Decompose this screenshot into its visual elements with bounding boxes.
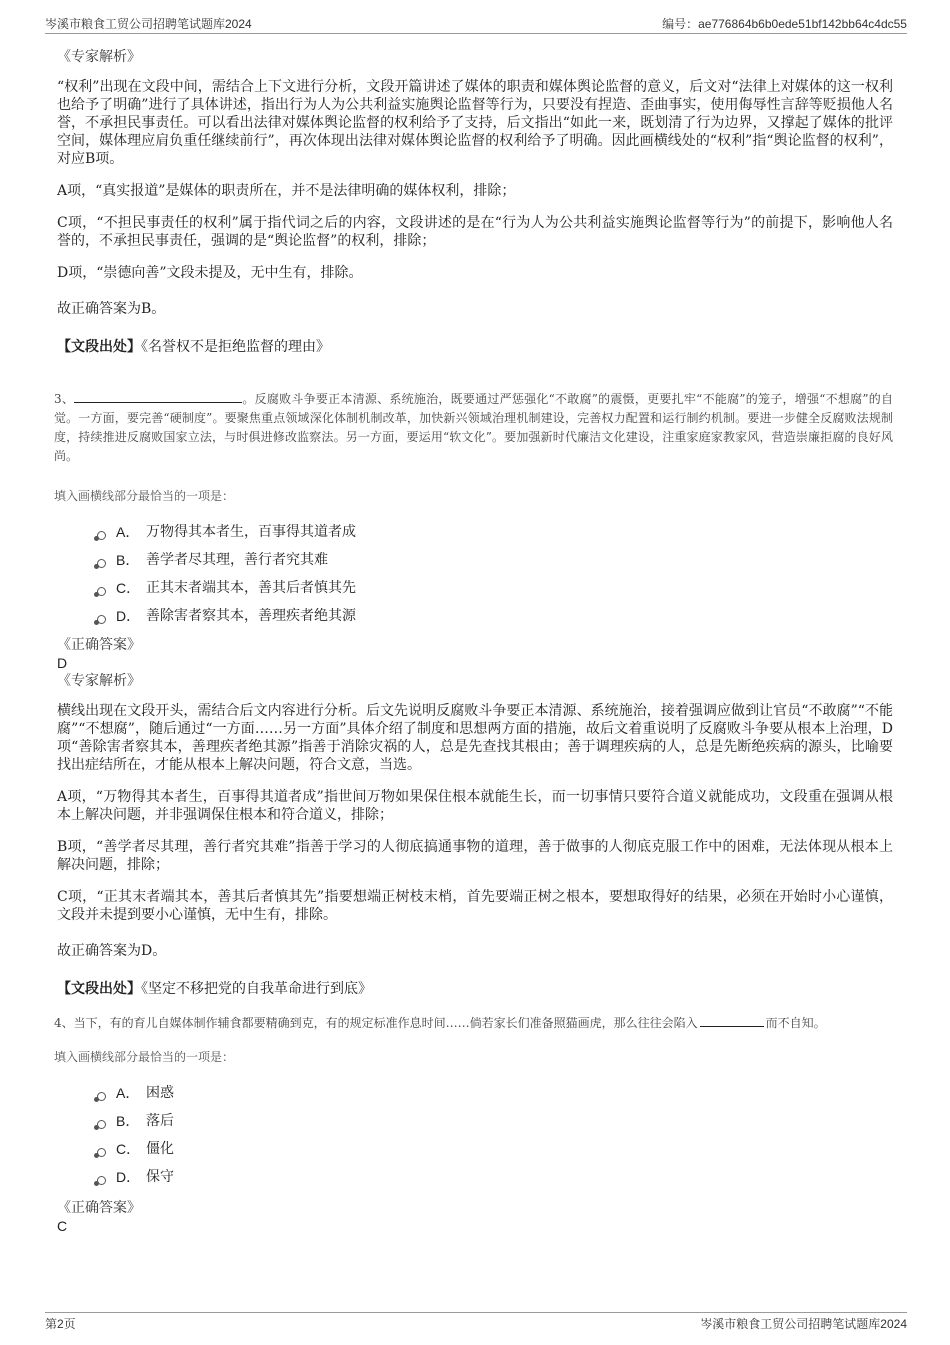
question-number: 4、: [54, 1016, 74, 1030]
radio-icon[interactable]: [97, 1120, 106, 1129]
option-text: 万物得其本者生，百事得其道者成: [146, 524, 356, 540]
radio-icon[interactable]: [97, 615, 106, 624]
option-text: 正其末者端其本，善其后者慎其先: [146, 580, 356, 596]
question-number: 3、: [54, 392, 75, 406]
source-tag: 【文段出处】: [57, 339, 141, 355]
question-prompt: 填入画横线部分最恰当的一项是：: [54, 489, 235, 503]
option-letter: B．: [116, 1113, 140, 1129]
correct-answer: C: [57, 1218, 68, 1234]
analysis-option-a: A项，“万物得其本者生，百事得其道者成”指世间万物如果保住根本就能生长，而一切事情只要符合道义就能成功，文段重在强调从根本上解决问题，并非强调保住根本和符合道义，排除；: [57, 789, 893, 823]
fill-blank: [74, 390, 242, 403]
option-letter: D．: [116, 608, 141, 624]
option-c[interactable]: [97, 574, 893, 602]
question-stem: [54, 1014, 893, 1033]
analysis-answer: 故正确答案为D。: [57, 943, 167, 959]
header-doc-id: 编号：ae776864b6b0ede51bf142bb64c4dc55: [662, 17, 907, 31]
radio-icon[interactable]: [97, 559, 106, 568]
option-a[interactable]: [97, 1079, 893, 1107]
correct-answer: D: [57, 655, 68, 671]
options-list: [97, 518, 893, 630]
analysis-paragraph: 横线出现在文段开头，需结合后文内容进行分析。后文先说明反腐败斗争要正本清源、系统施治，接着强调应做到让官员“不敢腐”“不能腐”“不想腐”，随后通过“一方面……另一方面”具体介绍了制度和思想两方面的措施，故后文着重说明了反腐败斗争要从根本上治理，D项“善除害者察其本，善理疾者绝其源”指善于消除灾祸的人，总是先查找其根由；善于调理疾病的人，总是先断绝疾病的源头，比喻要找出症结所在，才能从根本上解决问题，符合文意，当选。: [57, 703, 893, 773]
question-prompt: 填入画横线部分最恰当的一项是：: [54, 1050, 235, 1064]
option-a[interactable]: [97, 518, 893, 546]
question-text-end: 而不自知。: [765, 1016, 826, 1030]
page-footer: [45, 1312, 907, 1331]
option-letter: C．: [116, 1141, 141, 1157]
option-text: 僵化: [146, 1141, 174, 1157]
source-tag: 【文段出处】: [57, 981, 141, 997]
radio-icon[interactable]: [97, 531, 106, 540]
page-content: [54, 48, 893, 1235]
option-letter: B．: [116, 552, 140, 568]
analysis-option-c: C项，“正其末者端其本，善其后者慎其先”指要想端正树枝末梢，首先要端正树之根本，要想取得好的结果，必须在开始时小心谨慎，文段并未提到要小心谨慎，无中生有，排除。: [57, 889, 893, 923]
option-d[interactable]: [97, 1163, 893, 1191]
option-letter: A．: [116, 524, 140, 540]
source-title: 《名誉权不是拒绝监督的理由》: [141, 339, 330, 355]
analysis-option-b: B项，“善学者尽其理，善行者究其难”指善于学习的人彻底搞通事物的道理，善于做事的人彻底克服工作中的困难，无法体现从根本上解决问题，排除；: [57, 839, 893, 873]
option-letter: C．: [116, 580, 141, 596]
fill-blank: [700, 1014, 764, 1027]
option-d[interactable]: [97, 602, 893, 630]
radio-icon[interactable]: [97, 1092, 106, 1101]
option-b[interactable]: [97, 1107, 893, 1135]
option-text: 善除害者察其本，善理疾者绝其源: [146, 608, 356, 624]
q2-analysis: [57, 48, 893, 356]
passage-source: [57, 980, 893, 998]
option-text: 保守: [146, 1169, 174, 1185]
header-title: 岑溪市粮食工贸公司招聘笔试题库2024: [45, 17, 252, 31]
correct-answer-label: 《正确答案》: [57, 637, 141, 653]
expert-analysis-label: 《专家解析》: [57, 49, 141, 65]
question-text: 当下，有的育儿自媒体制作辅食都要精确到克，有的规定标准作息时间……倘若家长们准备照猫画虎，那么往往会陷入: [73, 1016, 698, 1030]
analysis-option-d: D项，“崇德向善”文段未提及，无中生有，排除。: [57, 265, 363, 281]
expert-analysis-label: 《专家解析》: [57, 673, 141, 689]
page-header: [45, 15, 907, 34]
analysis-answer: 故正确答案为B。: [57, 301, 166, 317]
option-b[interactable]: [97, 546, 893, 574]
option-text: 困惑: [146, 1085, 174, 1101]
radio-icon[interactable]: [97, 587, 106, 596]
footer-title: 岑溪市粮食工贸公司招聘笔试题库2024: [700, 1317, 907, 1331]
passage-source: [57, 338, 893, 356]
radio-icon[interactable]: [97, 1148, 106, 1157]
radio-icon[interactable]: [97, 1176, 106, 1185]
option-letter: D．: [116, 1169, 141, 1185]
question-stem: [54, 390, 893, 466]
options-list: [97, 1079, 893, 1191]
source-title: 《坚定不移把党的自我革命进行到底》: [141, 981, 372, 997]
option-text: 落后: [146, 1113, 174, 1129]
option-text: 善学者尽其理，善行者究其难: [146, 552, 328, 568]
question-3: [54, 390, 893, 998]
page-number: 第2页: [45, 1317, 76, 1331]
analysis-paragraph: “权利”出现在文段中间，需结合上下文进行分析，文段开篇讲述了媒体的职责和媒体舆论监督的意义，后文对“法律上对媒体的这一权利也给予了明确”进行了具体讲述，指出行为人为公共利益实施舆论监督等行为，只要没有捏造、歪曲事实，使用侮辱性言辞等贬损他人名誉，不承担民事责任。可以看出法律对媒体舆论监督的权利给予了支持，后文指出“如此一来，既划清了行为边界，又撑起了媒体的批评空间，媒体理应肩负重任继续前行”，再次体现出法律对媒体舆论监督的权利给予了明确。因此画横线处的“权利”指“舆论监督的权利”，对应B项。: [57, 79, 893, 167]
question-text: 。反腐败斗争要正本清源、系统施治，既要通过严惩强化“不敢腐”的震慑，更要扎牢“不能腐”的笼子，增强“不想腐”的自觉。一方面，要完善“硬制度”。要聚焦重点领域深化体制机制改革，加快新兴领域治理机制建设，完善权力配置和运行制约机制。要进一步健全反腐败法规制度，持续推进反腐败国家立法，与时俱进修改监察法。另一方面，要运用“软文化”。要加强新时代廉洁文化建设，注重家庭家教家风，营造崇廉拒腐的良好风尚。: [54, 392, 893, 463]
option-c[interactable]: [97, 1135, 893, 1163]
analysis-option-a: A项，“真实报道”是媒体的职责所在，并不是法律明确的媒体权利，排除；: [57, 183, 516, 199]
option-letter: A．: [116, 1085, 140, 1101]
correct-answer-label: 《正确答案》: [57, 1200, 141, 1216]
analysis-option-c: C项，“不担民事责任的权利”属于指代词之后的内容，文段讲述的是在“行为人为公共利益实施舆论监督等行为”的前提下，影响他人名誉的，不承担民事责任，强调的是“舆论监督”的权利，排除；: [57, 215, 893, 249]
question-4: [54, 1014, 893, 1235]
